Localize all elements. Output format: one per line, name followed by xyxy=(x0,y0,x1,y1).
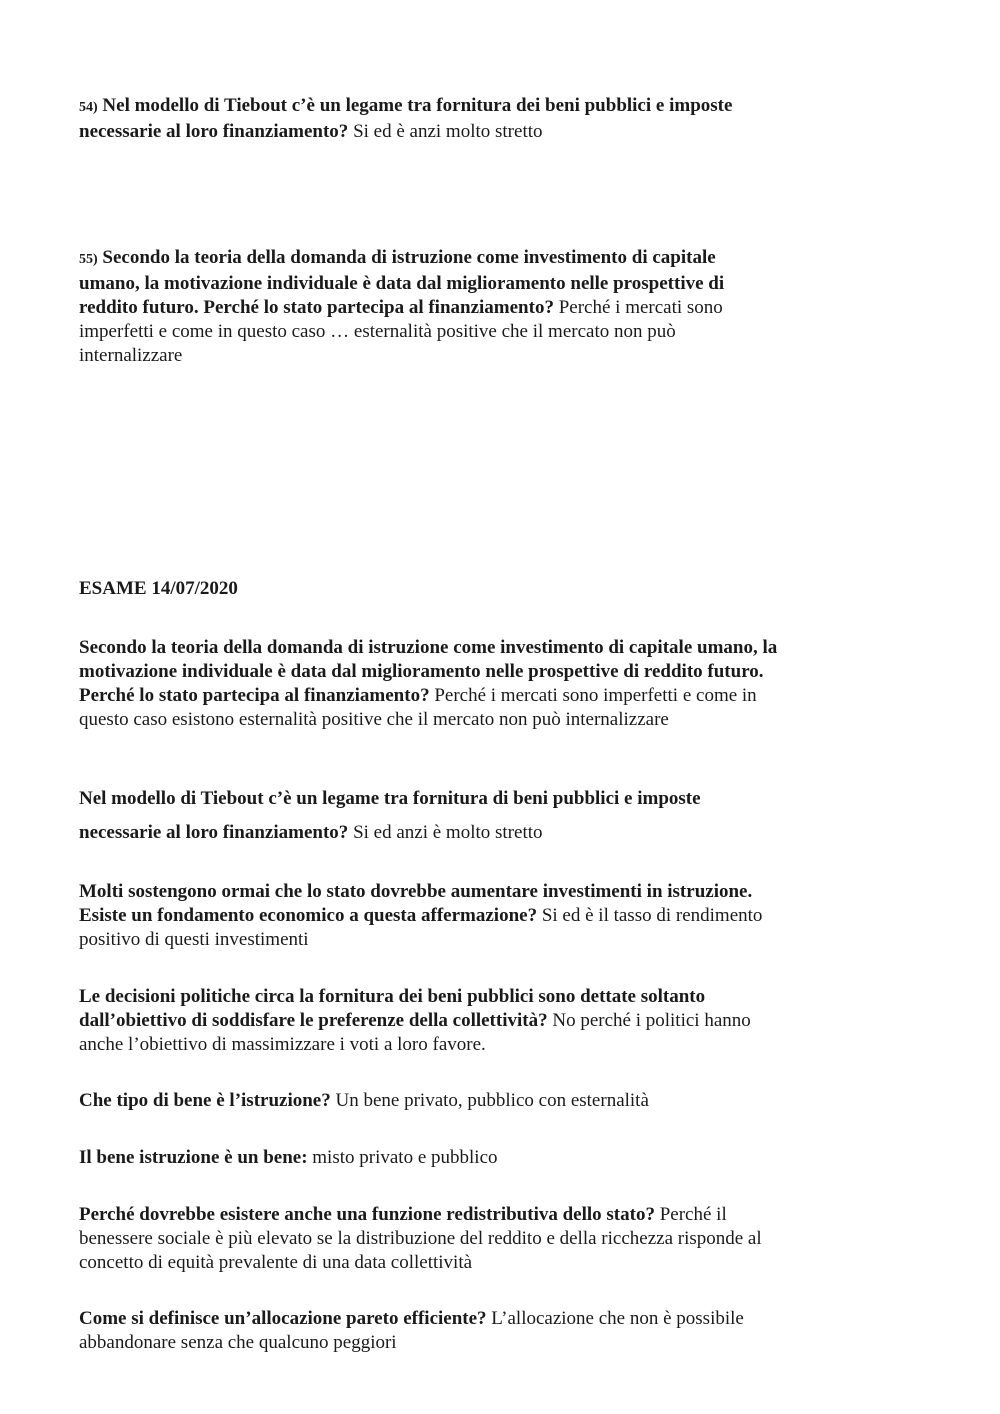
answer-text: Si ed anzi è molto stretto xyxy=(353,822,543,843)
question-text: Molti sostengono ormai che lo stato dovrebbe aumentare investimenti in istruzione. Esiste un fondamento economico a questa affermazione? xyxy=(79,881,753,926)
exam-question xyxy=(79,985,779,1057)
question-number: 55) xyxy=(79,252,98,267)
answer-text: Si ed è il tasso di rendimento positivo di questi investimenti xyxy=(79,905,763,950)
exam-question xyxy=(79,880,779,952)
question-text: Perché dovrebbe esistere anche una funzione redistributiva dello stato? xyxy=(79,1204,655,1225)
question-text: Il bene istruzione è un bene: xyxy=(79,1147,308,1168)
question-text: Nel modello di Tiebout c’è un legame tra fornitura dei beni pubblici e imposte necessarie al loro finanziamento? xyxy=(79,95,733,142)
exam-question xyxy=(79,1089,779,1113)
answer-text: Perché i mercati sono imperfetti e come in questo caso esistono esternalità positive che il mercato non può internalizzare xyxy=(79,685,757,730)
question-text: Come si definisce un’allocazione pareto efficiente? xyxy=(79,1308,487,1329)
answer-text: Perché il benessere sociale è più elevato se la distribuzione del reddito e della ricchezza risponde al concetto di equità prevalente di una data collettività xyxy=(79,1204,762,1273)
question-item xyxy=(79,246,779,368)
question-text: Secondo la teoria della domanda di istruzione come investimento di capitale umano, la motivazione individuale è data dal miglioramento nelle prospettive di reddito futuro. Perché lo stato partecipa al finanziamento? xyxy=(79,247,725,318)
question-number: 54) xyxy=(79,100,98,115)
question-text: Che tipo di bene è l’istruzione? xyxy=(79,1090,331,1111)
answer-text: L’allocazione che non è possibile abbandonare senza che qualcuno peggiori xyxy=(79,1308,744,1353)
answer-text: No perché i politici hanno anche l’obiettivo di massimizzare i voti a loro favore. xyxy=(79,1010,751,1055)
exam-question xyxy=(79,636,779,732)
answer-text: misto privato e pubblico xyxy=(312,1147,498,1168)
question-text: Le decisioni politiche circa la fornitura dei beni pubblici sono dettate soltanto dall’obiettivo di soddisfare le preferenze della collettività? xyxy=(79,986,706,1031)
exam-question xyxy=(79,1146,779,1170)
answer-text: Perché i mercati sono imperfetti e come in questo caso … esternalità positive che il mercato non può internalizzare xyxy=(79,297,723,366)
exam-question xyxy=(79,1307,779,1355)
exam-heading: ESAME 14/07/2020 xyxy=(79,578,238,599)
answer-text: Un bene privato, pubblico con esternalità xyxy=(335,1090,649,1111)
exam-question xyxy=(79,1203,779,1275)
question-text: Secondo la teoria della domanda di istruzione come investimento di capitale umano, la motivazione individuale è data dal miglioramento nelle prospettive di reddito futuro. Perché lo stato partecipa al finanziamento? xyxy=(79,637,778,706)
answer-text: Si ed è anzi molto stretto xyxy=(353,121,543,142)
exam-question xyxy=(79,782,779,850)
question-text: Nel modello di Tiebout c’è un legame tra fornitura di beni pubblici e imposte necessarie al loro finanziamento? xyxy=(79,788,701,843)
question-item xyxy=(79,94,779,144)
